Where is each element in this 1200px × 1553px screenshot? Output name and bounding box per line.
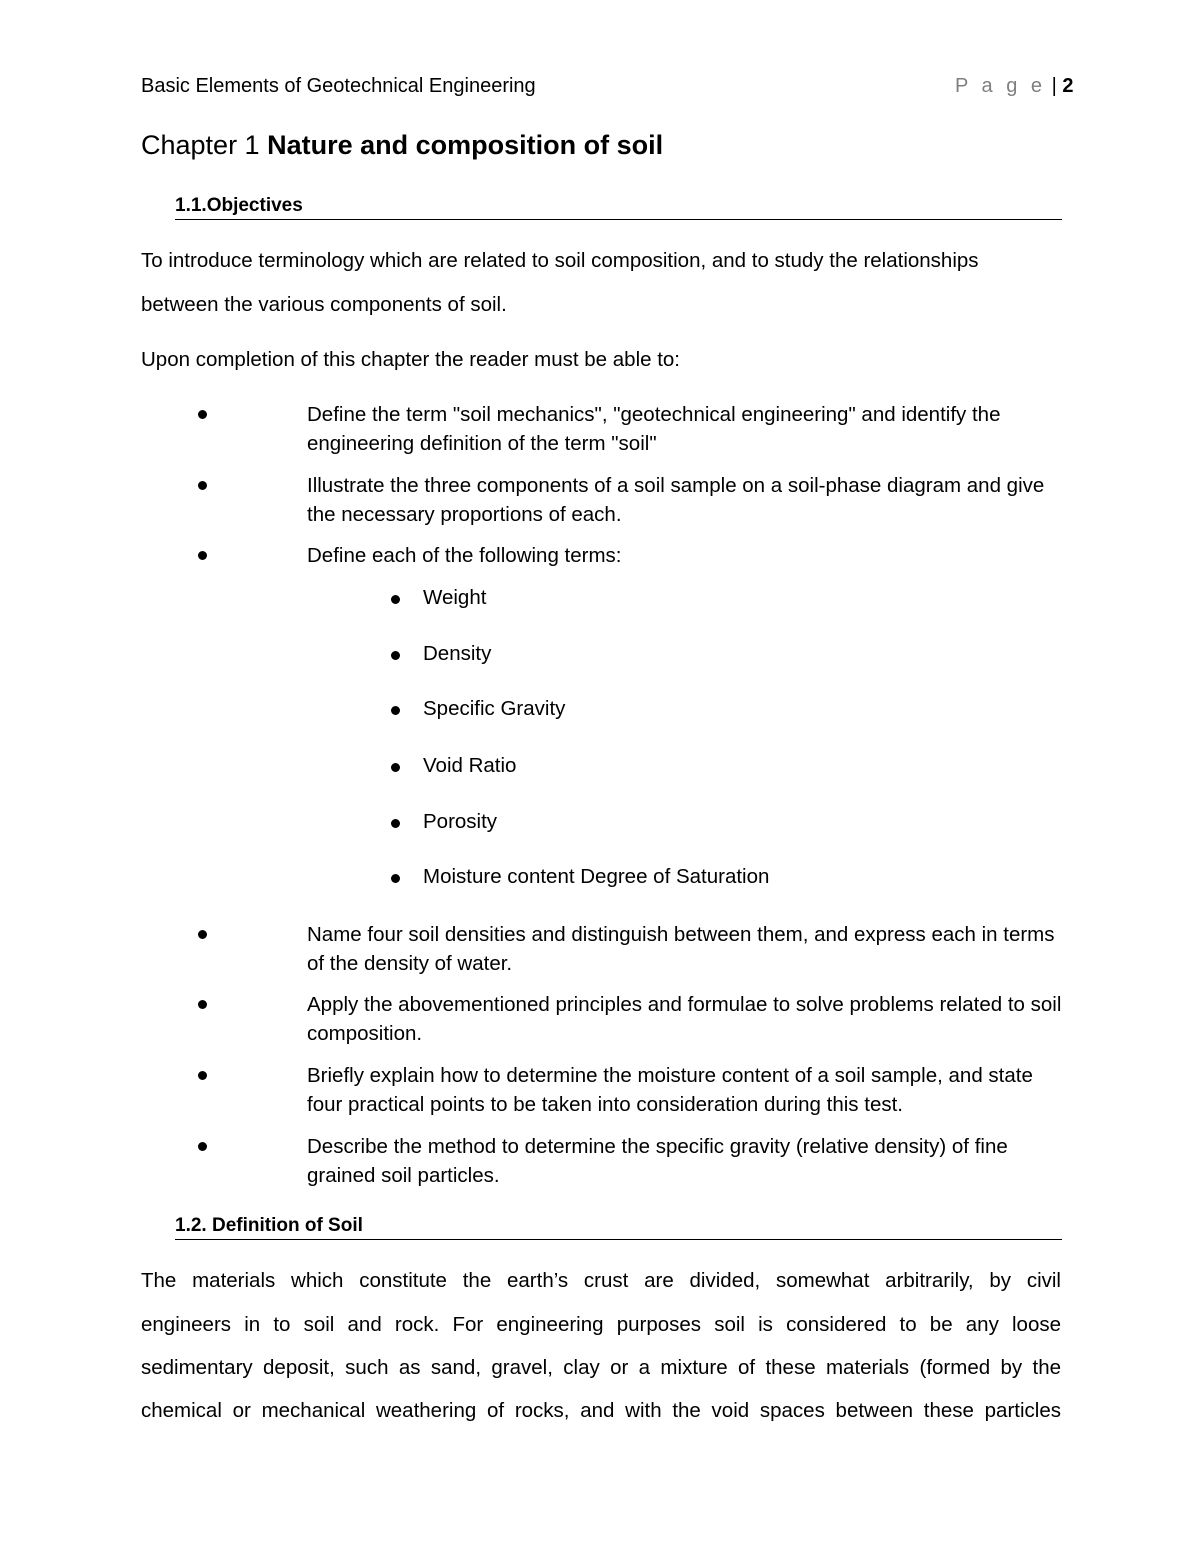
sub-bullet-icon — [391, 706, 400, 715]
intro-line-2: between the various components of soil. — [141, 293, 507, 316]
bullet-icon — [198, 410, 207, 419]
bullet-icon — [198, 551, 207, 560]
bullet-icon — [198, 1071, 207, 1080]
page-indicator — [955, 74, 1073, 98]
definition-line-2: engineers in to soil and rock. For engineering purposes soil is considered to be any loose — [141, 1313, 1061, 1336]
objective-item: Define the term "soil mechanics", "geotechnical engineering" and identify the engineering definition of the term "soil" — [307, 403, 1001, 455]
term-item: Porosity — [423, 810, 498, 833]
sub-bullet-icon — [391, 595, 400, 604]
chapter-label: Chapter 1 — [141, 130, 260, 160]
page-separator: | — [1051, 75, 1057, 97]
bullet-icon — [198, 481, 207, 490]
bullet-icon — [198, 930, 207, 939]
objective-item: Illustrate the three components of a soil sample on a soil-phase diagram and give the necessary proportions of each. — [307, 474, 1045, 526]
term-item: Density — [423, 642, 492, 665]
term-item: Moisture content Degree of Saturation — [423, 865, 770, 888]
intro-line-1: To introduce terminology which are related to soil composition, and to study the relationships — [141, 249, 979, 272]
objectives-lead-in: Upon completion of this chapter the reader must be able to: — [141, 348, 681, 371]
chapter-title — [141, 128, 663, 162]
objective-item: Apply the abovementioned principles and formulae to solve problems related to soil composition. — [307, 993, 1062, 1045]
term-item: Specific Gravity — [423, 697, 566, 720]
objective-item: Describe the method to determine the specific gravity (relative density) of fine grained soil particles. — [307, 1135, 1008, 1187]
definition-line-4: chemical or mechanical weathering of rocks, and with the void spaces between these particles — [141, 1399, 1061, 1422]
page-word: P a g e — [955, 75, 1047, 97]
sub-bullet-icon — [391, 763, 400, 772]
sub-bullet-icon — [391, 819, 400, 828]
section-heading-definition: 1.2. Definition of Soil — [175, 1214, 1062, 1240]
definition-line-3: sedimentary deposit, such as sand, gravel, clay or a mixture of these materials (formed by the — [141, 1356, 1061, 1379]
page-number: 2 — [1062, 75, 1074, 97]
section-heading-objectives: 1.1.Objectives — [175, 194, 1062, 220]
objective-item: Name four soil densities and distinguish between them, and express each in terms of the density of water. — [307, 923, 1055, 975]
bullet-icon — [198, 1142, 207, 1151]
objective-item: Briefly explain how to determine the moisture content of a soil sample, and state four practical points to be taken into consideration during this test. — [307, 1064, 1033, 1116]
term-item: Weight — [423, 586, 487, 609]
sub-bullet-icon — [391, 651, 400, 660]
sub-bullet-icon — [391, 874, 400, 883]
running-header-title: Basic Elements of Geotechnical Engineering — [141, 75, 536, 97]
term-item: Void Ratio — [423, 754, 517, 777]
objective-item: Define each of the following terms: — [307, 544, 622, 567]
chapter-name: Nature and composition of soil — [267, 130, 664, 160]
bullet-icon — [198, 1000, 207, 1009]
definition-line-1: The materials which constitute the earth’s crust are divided, somewhat arbitrarily, by civil — [141, 1269, 1061, 1292]
